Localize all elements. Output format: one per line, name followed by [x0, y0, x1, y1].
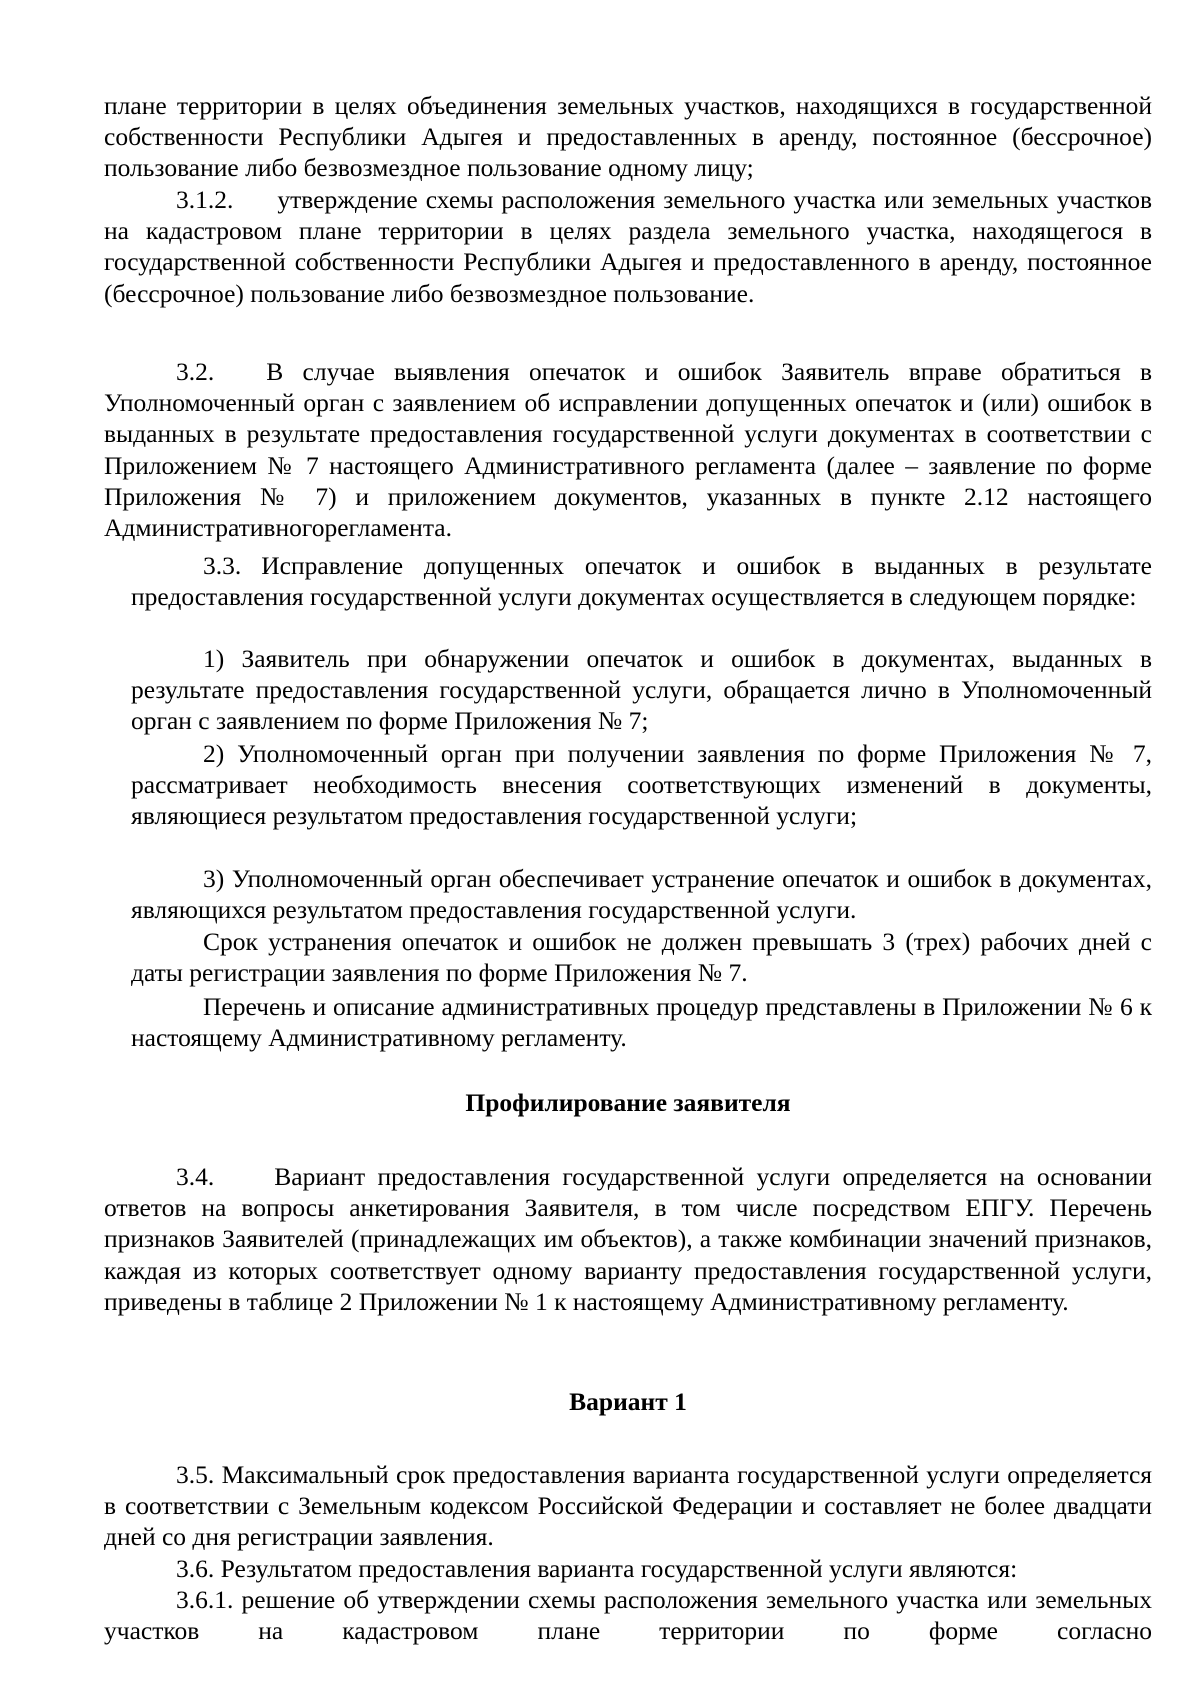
- paragraph-continuation: [104, 90, 1152, 184]
- clause-text: утверждение схемы расположения земельного участка или земельных участков на кадастровом плане территории в целях раздела земельного участка, находящегося в государственной собственности Республики Адыгея и предоставленного в аренду, постоянное (бессрочное) пользование либо безвозмездное пользование.: [104, 185, 1152, 308]
- list-item-3: [131, 863, 1152, 925]
- clause-text: Исправление допущенных опечаток и ошибок в выданных в результате предоставления государственной услуги документах осуществляется в следующем порядке:: [131, 551, 1152, 612]
- deadline-paragraph: [131, 926, 1152, 988]
- clause-3-6-1: [104, 1584, 1152, 1646]
- list-item-2: [131, 738, 1152, 832]
- paragraph-text: плане территории в целях объединения земельных участков, находящихся в государственной собственности Республики Адыгея и предоставленных в аренду, постоянное (бессрочное) пользование либо безвозмездное пользование одному лицу;: [104, 91, 1152, 183]
- list-item-text: 3) Уполномоченный орган обеспечивает устранение опечаток и ошибок в документах, являющихся результатом предоставления государственной услуги.: [131, 864, 1152, 925]
- clause-text: 3.5. Максимальный срок предоставления варианта государственной услуги определяется в соответствии с Земельным кодексом Российской Федерации и составляет не более двадцати дней со дня регистрации заявления.: [104, 1460, 1152, 1552]
- clause-3-5: [104, 1459, 1152, 1553]
- clause-text: Вариант предоставления государственной услуги определяется на основании ответов на вопросы анкетирования Заявителя, в том числе посредством ЕПГУ. Перечень признаков Заявителей (принадлежащих им объектов), а также комбинации значений признаков, каждая из которых соответствует одному варианту предоставления государственной услуги, приведены в таблице 2 Приложении № 1 к настоящему Административному регламенту.: [104, 1162, 1152, 1316]
- clause-text: 3.6.1. решение об утверждении схемы расположения земельного участка или земельных участков на кадастровом плане территории по форме согласно: [104, 1585, 1152, 1646]
- procedures-paragraph: [131, 991, 1152, 1053]
- list-item-text: 1) Заявитель при обнаружении опечаток и ошибок в документах, выданных в результате предоставления государственной услуги, обращается лично в Уполномоченный орган с заявлением по форме Приложения № 7;: [131, 644, 1152, 736]
- clause-3-4: [104, 1161, 1152, 1317]
- paragraph-text: Срок устранения опечаток и ошибок не должен превышать 3 (трех) рабочих дней с даты регистрации заявления по форме Приложения № 7.: [131, 927, 1152, 988]
- clause-3-6: [104, 1553, 1152, 1584]
- clause-number: 3.4.: [176, 1162, 215, 1191]
- list-item-text: 2) Уполномоченный орган при получении заявления по форме Приложения № 7, рассматривает необходимость внесения соответствующих изменений в документы, являющиеся результатом предоставления государственной услуги;: [131, 739, 1152, 831]
- paragraph-text: Перечень и описание административных процедур представлены в Приложении № 6 к настоящему Административному регламенту.: [131, 992, 1152, 1053]
- clause-number: 3.3.: [203, 551, 242, 580]
- variant-heading: Вариант 1: [569, 1387, 687, 1416]
- section-heading: Профилирование заявителя: [465, 1088, 791, 1117]
- clause-text: 3.6. Результатом предоставления варианта государственной услуги являются:: [176, 1554, 1018, 1583]
- clause-3-3: [131, 550, 1152, 612]
- clause-3-1-2: [104, 184, 1152, 309]
- clause-text: В случае выявления опечаток и ошибок Заявитель вправе обратиться в Уполномоченный орган с заявлением об исправлении допущенных опечаток и (или) ошибок в выданных в результате предоставления государственной услуги документах в соответствии с Приложением № 7 настоящего Административного регламента (далее – заявление по форме Приложения № 7) и приложением документов, указанных в пункте 2.12 настоящего Административногорегламента.: [104, 357, 1152, 543]
- list-item-1: [131, 643, 1152, 737]
- clause-3-2: [104, 356, 1152, 543]
- clause-number: 3.2.: [176, 357, 215, 386]
- clause-number: 3.1.2.: [176, 185, 234, 214]
